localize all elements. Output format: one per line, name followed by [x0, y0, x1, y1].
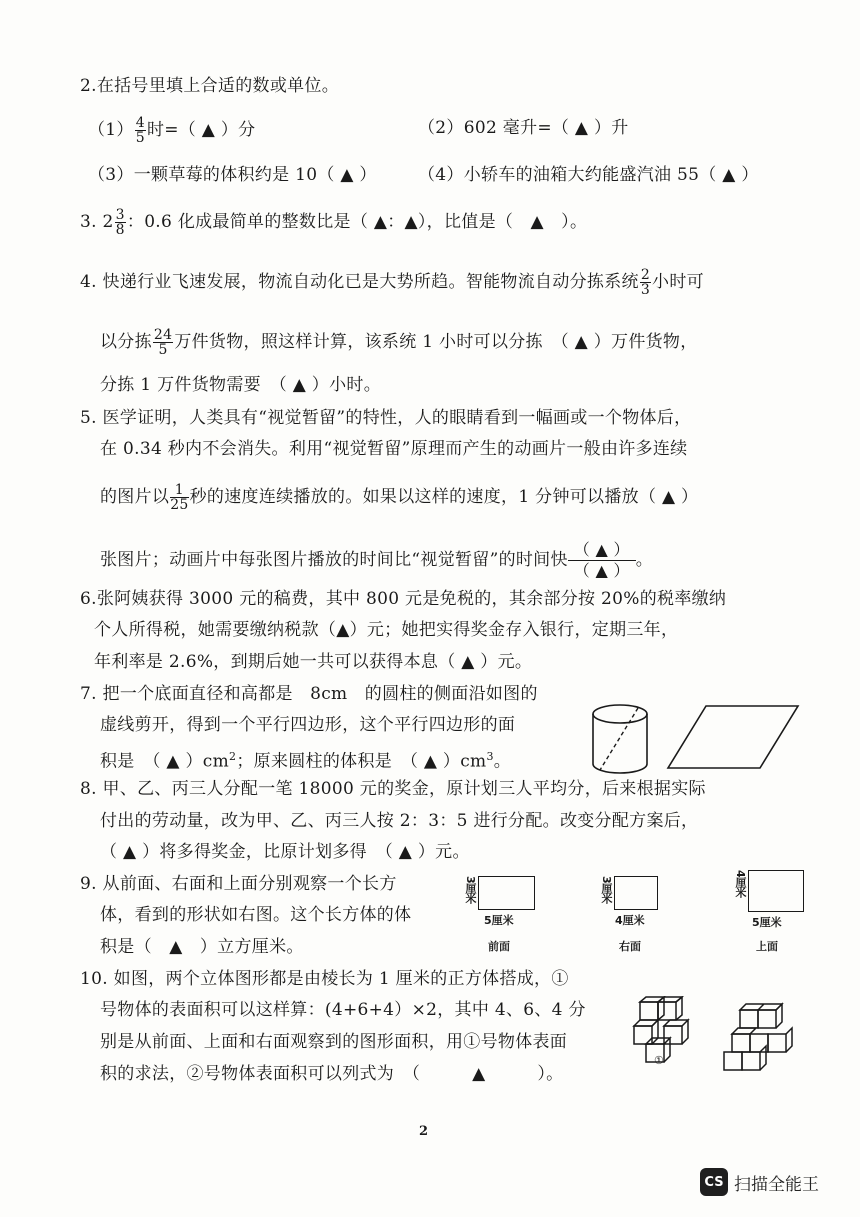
- q4-line1-tail: 小时可: [652, 272, 704, 292]
- q2-part4: （4）小轿车的油箱大约能盛汽油 55（ ▲ ）: [418, 165, 759, 185]
- fraction-denominator: 5: [135, 130, 145, 146]
- fraction-numerator: 4: [135, 115, 145, 131]
- q10-line4: 积的求法，②号物体表面积可以列式为 （ ▲ ）。: [100, 1064, 564, 1084]
- q2-title: 2.在括号里填上合适的数或单位。: [80, 76, 340, 96]
- q6-line1: 6.张阿姨获得 3000 元的稿费，其中 800 元是免税的，其余部分按 20%的税率缴纳: [80, 589, 727, 609]
- q8-line3: （ ▲ ）将多得奖金，比原计划多得 （ ▲ ）元。: [100, 842, 470, 862]
- q5-line4-text: 张图片；动画片中每张图片播放的时间比“视觉暂留”的时间快: [100, 550, 568, 570]
- q4-line1-text: 4. 快递行业飞速发展，物流自动化已是大势所趋。智能物流自动分拣系统: [80, 272, 639, 292]
- q5-line4-tail: 。: [635, 550, 654, 570]
- fraction-denominator: （ ▲ ）: [573, 561, 630, 580]
- q3-fraction: [115, 208, 126, 237]
- q7-line3-text: 积是 （ ▲ ）cm: [100, 751, 230, 772]
- q4-fraction-1: [640, 268, 651, 297]
- parallelogram: [668, 706, 798, 768]
- q3-whole: 2: [102, 212, 114, 232]
- q10-line2: 号物体的表面积可以这样算：(4+6+4）×2，其中 4、6、4 分: [100, 1000, 586, 1020]
- q5-line3: [100, 483, 698, 512]
- q5-line3-tail: 秒的速度连续播放的。如果以这样的速度，1 分钟可以播放（ ▲ ）: [189, 487, 699, 507]
- q3-text: ：0.6 化成最简单的整数比是（ ▲：▲），比值是（ ▲ ）。: [126, 212, 588, 232]
- q8-line1: 8. 甲、乙、丙三人分配一笔 18000 元的奖金，原计划三人平均分，后来根据实际: [80, 779, 706, 799]
- front-view-name: 前面: [488, 940, 510, 953]
- q4-line1: [80, 268, 704, 297]
- q5-line1: 5. 医学证明，人类具有“视觉暂留”的特性，人的眼睛看到一幅画或一个物体后，: [80, 408, 692, 428]
- q7-line3-mid: ；原来圆柱的体积是 （ ▲ ）cm: [236, 751, 487, 772]
- q7-line3-tail: 。: [493, 751, 512, 772]
- q4-line2-text: 以分拣: [100, 332, 152, 352]
- fraction-numerator: 2: [640, 267, 651, 283]
- q5-answer-fraction: [568, 540, 636, 581]
- q3-line: [80, 208, 587, 237]
- top-view-bottom-label: 5厘米: [752, 916, 782, 929]
- front-view-side-label: 3厘米: [464, 876, 477, 903]
- right-view-bottom-label: 4厘米: [615, 914, 645, 927]
- q2-part1-fraction: [135, 116, 146, 145]
- fraction-numerator: （ ▲ ）: [568, 540, 636, 561]
- q4-line3: 分拣 1 万件货物需要 （ ▲ ）小时。: [100, 375, 382, 395]
- q4-fraction-2: [153, 328, 173, 357]
- cylinder-cut-line: [600, 708, 638, 770]
- page-number: 2: [419, 1124, 429, 1139]
- q2-part1-text: 时=（ ▲ ）分: [146, 120, 256, 140]
- q2-part2: （2）602 毫升=（ ▲ ）升: [418, 118, 629, 138]
- fraction-denominator: 25: [170, 497, 189, 513]
- q2-part3: （3）一颗草莓的体积约是 10（ ▲ ）: [88, 165, 377, 185]
- front-view-rect: [478, 876, 535, 910]
- top-view-rect: [748, 870, 804, 912]
- right-view-rect: [614, 876, 658, 910]
- q4-line2: [100, 328, 698, 357]
- cylinder-and-parallelogram-figure: [588, 700, 808, 780]
- q8-line2: 付出的劳动量，改为甲、乙、丙三人按 2：3：5 进行分配。改变分配方案后，: [100, 811, 699, 831]
- q6-line3: 年利率是 2.6%，到期后她一共可以获得本息（ ▲ ）元。: [94, 652, 533, 672]
- top-view-name: 上面: [756, 940, 778, 953]
- q9-line3: 积是（ ▲ ）立方厘米。: [100, 937, 304, 957]
- q7-line2: 虚线剪开，得到一个平行四边形，这个平行四边形的面: [100, 715, 516, 735]
- cylinder-top: [593, 705, 647, 723]
- q9-line1: 9. 从前面、右面和上面分别观察一个长方: [80, 874, 397, 894]
- superscript-2: 2: [229, 750, 237, 763]
- camscanner-name: 扫描全能王: [734, 1174, 819, 1195]
- q4-line2-tail: 万件货物，照这样计算，该系统 1 小时可以分拣 （ ▲ ）万件货物，: [174, 332, 698, 352]
- superscript-3: 3: [486, 750, 494, 763]
- scanner-watermark: [700, 1168, 819, 1196]
- front-view-bottom-label: 5厘米: [484, 914, 514, 927]
- fraction-numerator: 1: [170, 483, 188, 498]
- right-view-side-label: 3厘米: [600, 876, 613, 903]
- q2-part1: [88, 116, 255, 145]
- q5-line3-text: 的图片以: [100, 487, 170, 507]
- fraction-denominator: 3: [640, 282, 651, 298]
- q7-line3: [100, 745, 511, 774]
- q9-line2: 体，看到的形状如右图。这个长方体的体: [100, 905, 412, 925]
- q6-line2: 个人所得税，她需要缴纳税款（▲）元；她把实得奖金存入银行，定期三年，: [94, 620, 679, 640]
- q10-line3: 别是从前面、上面和右面观察到的图形面积，用①号物体表面: [100, 1032, 568, 1052]
- top-view-side-label: 4厘米: [734, 870, 747, 897]
- figure-1-label: ①: [654, 1054, 664, 1067]
- q5-line2: 在 0.34 秒内不会消失。利用“视觉暂留”原理而产生的动画片一般由许多连续: [100, 439, 688, 459]
- cube-figure-2: [724, 1004, 792, 1070]
- q2-part1-label: （1）: [88, 120, 134, 140]
- fraction-denominator: 5: [158, 342, 168, 358]
- cube-figure-1: [634, 997, 688, 1062]
- right-view-name: 右面: [619, 940, 641, 953]
- q5-fraction: [170, 483, 188, 512]
- q5-line4: [100, 540, 653, 581]
- camscanner-logo: CS: [700, 1168, 728, 1196]
- fraction-numerator: 3: [115, 207, 125, 223]
- fraction-denominator: 8: [115, 222, 125, 238]
- q3-label: 3.: [80, 212, 97, 232]
- q7-line1: 7. 把一个底面直径和高都是 8cm 的圆柱的侧面沿如图的: [80, 684, 538, 704]
- q10-line1: 10. 如图，两个立体图形都是由棱长为 1 厘米的正方体搭成，①: [80, 969, 569, 989]
- fraction-numerator: 24: [153, 327, 173, 343]
